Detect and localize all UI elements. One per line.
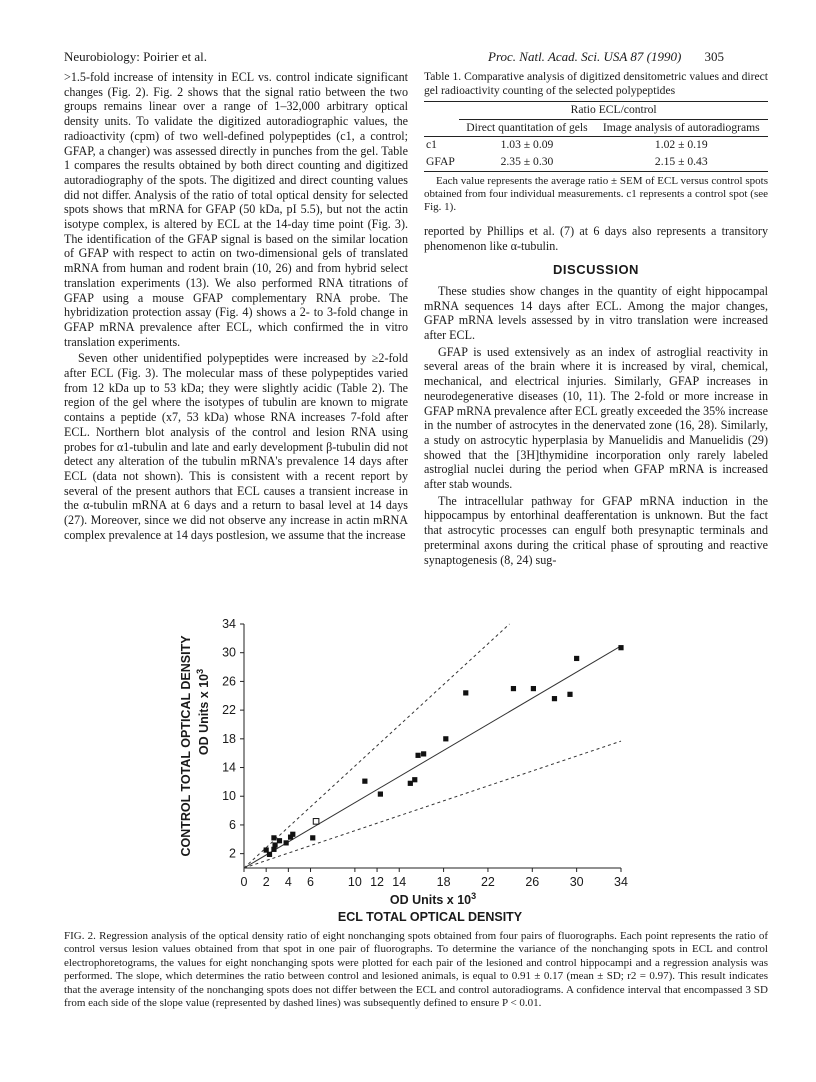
table1-group-header: Ratio ECL/control xyxy=(459,102,768,120)
data-point xyxy=(271,835,276,840)
y-tick-label: 10 xyxy=(222,789,236,804)
table1-footnote: Each value represents the average ratio ± SEM of ECL versus control spots obtained from four individual measurements. c1 represents a control spot (see Fig. 1). xyxy=(424,174,768,213)
running-head-left: Neurobiology: Poirier et al. xyxy=(64,49,207,64)
upper-confidence-line xyxy=(244,624,509,868)
data-point xyxy=(272,842,277,847)
x-tick-label: 6 xyxy=(307,875,315,889)
x-tick-label: 14 xyxy=(392,875,407,889)
data-point xyxy=(267,852,272,857)
data-point xyxy=(362,779,367,784)
results-paragraph-1: >1.5-fold increase of intensity in ECL vs. control indicate significant changes (Fig. 2). Fig. 2 shows that the signal ratio between the two groups remains linear over a range of 1–32,000 arbitrary optical density units. To validate the digitized autoradiographic values, the radioactivity (cpm) of two well-defined polypeptides (c1, a control; GFAP, a changer) was assessed directly in punches from the gel. Table 1 compares the results obtained by both direct counting and digitized autoradiography of the spots. The digitized and direct counting values did not differ. Analysis of the ratio of total optical density for selected spots shows that mRNA for GFAP (50 kDa, pI 5.5), but not the actin isotype complex, is altered by ECL at the 14-day time point (Fig. 3). The identification of the GFAP signal is based on the similar location of GFAP with respect to actin on two-dimensional gels of translated mRNA from human and rodent brain (10, 26) and from hybrid select translation experiments (13). We also performed RNA titrations of GFAP using a mouse GFAP complementary RNA probe. The hybridization protection assay (Fig. 4) shows a 2- to 3-fold change in GFAP mRNA prevalence after ECL, which confirmed the in vitro translation experiments. xyxy=(64,70,408,349)
data-point xyxy=(567,692,572,697)
data-point xyxy=(421,751,426,756)
data-point xyxy=(310,835,315,840)
table1-col-image: Image analysis of autoradiograms xyxy=(595,119,768,137)
table1-caption: Table 1. Comparative analysis of digitized densitometric values and direct gel radioactivity counting of the selected polypeptides xyxy=(424,70,768,97)
data-point xyxy=(408,781,413,786)
table1-row-label: c1 xyxy=(426,138,437,152)
x-tick-label: 30 xyxy=(569,875,584,889)
data-point xyxy=(552,696,557,701)
continuation-paragraph: reported by Phillips et al. (7) at 6 days also represents a transitory phenomenon like α-tubulin. xyxy=(424,223,768,253)
data-point xyxy=(284,840,289,845)
results-paragraph-2: Seven other unidentified polypeptides were increased by ≥2-fold after ECL (Fig. 3). The molecular mass of these polypeptides varied from 12 kDa up to 53 kDa; they were slightly acidic (Table 2). The region of the gel where the isotypes of tubulin are known to migrate contains a peptide (x7, 53 kDa) whose RNA increases 7-fold after ECL. Northern blot analysis of the control and lesion RNA using probes for α1-tubulin and late and early development β-tubulin did not detect any alteration of the tubulin mRNA's prevalence 14 days after ECL (data not shown). This is consistent with a recent report by several of the present authors that ECL causes a transient increase in the α-tubulin mRNA at 6 days and a return to basal level at 14 days (27). Moreover, since we did not observe any increase in actin mRNA complex prevalence at 14 days postlesion, we assume that the increase xyxy=(64,351,408,542)
y-tick-label: 2 xyxy=(229,846,236,861)
y-tick-label: 30 xyxy=(222,645,236,660)
table1-cell: 1.02 ± 0.19 xyxy=(654,138,708,152)
y-tick-label: 34 xyxy=(222,617,236,631)
x-axis-title: ECL TOTAL OPTICAL DENSITY xyxy=(337,910,523,924)
lower-confidence-line xyxy=(244,741,621,868)
y-axis-title: CONTROL TOTAL OPTICAL DENSITY xyxy=(179,635,193,857)
data-point xyxy=(443,736,448,741)
table1-col-direct: Direct quantitation of gels xyxy=(459,119,594,137)
discussion-paragraph-3: The intracellular pathway for GFAP mRNA induction in the hippocampus by entorhinal deafferentation is unknown. But the fact that astrocytic processes can engulf both presynaptic terminals and preterminal axons during the critical phase of sprouting and reactive synaptogenesis (8, 24) sug- xyxy=(424,493,768,567)
y-tick-label: 18 xyxy=(222,731,236,746)
data-point xyxy=(412,777,417,782)
data-point xyxy=(415,753,420,758)
y-tick-label: 14 xyxy=(222,760,236,775)
y-axis-units: OD Units x $10^3$ xyxy=(195,668,211,756)
section-title: DISCUSSION xyxy=(553,262,639,278)
discussion-paragraph-1: These studies show changes in the quantity of eight hippocampal mRNA sequences 14 days after ECL. Among the major changes, GFAP mRNA levels assessed by in vitro translation were increased after ECL. xyxy=(424,283,768,343)
data-point xyxy=(618,645,623,650)
table1-row-label: GFAP xyxy=(424,154,459,171)
x-tick-label: 4 xyxy=(284,875,292,889)
figure-caption: FIG. 2. Regression analysis of the optical density ratio of eight nonchanging spots obtained from four pairs of fluorographs. Each point represents the ratio of control versus lesion values obtained from that spot in one pair of fluorographs. To determine the variance of the nonchanging spots in ECL and control electrophoretograms, the values for eight nonchanging spots were plotted for each pair of the lesioned and control hippocampi and a regression analysis was performed. The slope, which determines the ratio between control and lesioned animals, is equal to 0.91 ± 0.17 (mean ± SD; r2 = 0.97). This result indicates that the average intensity of the nonchanging spots does not differ between the ECL and control autoradiograms. A confidence interval that encompassed 3 SD from each side of the slope value (represented by dashed lines) was subsequently defined to ensure P < 0.01. xyxy=(64,930,768,1010)
data-point xyxy=(277,838,282,843)
data-point xyxy=(290,832,295,837)
x-tick-label: 2 xyxy=(262,875,270,889)
data-point xyxy=(378,791,383,796)
x-tick-label: 26 xyxy=(525,875,540,889)
x-tick-label: 34 xyxy=(614,875,628,889)
table1-cell: 1.03 ± 0.09 xyxy=(500,138,554,152)
y-tick-label: 6 xyxy=(229,817,236,832)
y-tick-label: 26 xyxy=(222,674,236,689)
x-axis-units: OD Units x $10^3$ xyxy=(389,891,477,907)
y-tick-label: 22 xyxy=(222,703,236,718)
x-tick-label: 0 xyxy=(240,875,248,889)
table1-cell: 2.35 ± 0.30 xyxy=(459,154,594,171)
x-tick-label: 10 xyxy=(347,875,362,889)
x-tick-label: 12 xyxy=(370,875,385,889)
data-point xyxy=(463,690,468,695)
data-point xyxy=(574,656,579,661)
data-point-open xyxy=(313,819,319,825)
x-tick-label: 22 xyxy=(480,875,495,889)
regression-line xyxy=(244,646,621,868)
data-point xyxy=(511,686,516,691)
x-tick-label: 18 xyxy=(436,875,451,889)
page-number: 305 xyxy=(704,49,724,64)
data-point xyxy=(531,686,536,691)
discussion-paragraph-2: GFAP is used extensively as an index of astroglial reactivity in several areas of the brain where it is increased by viral, chemical, mechanical, and electrical injuries. Similarly, GFAP increases in neurodegenerative diseases (10, 11). The 2-fold or more increase in GFAP mRNA prevalence after ECL greatly exceeded the 35% increase in the number of astrocytes in the denervated zone (16, 28). Similarly, a study on astrocytic hyperplasia by Manuelidis and Manuelidis (29) showed that the [3H]thymidine incorporation only rarely labeled astroglial nuclei during the period when GFAP mRNA is increased after stab wounds. xyxy=(424,344,768,492)
running-head-journal: Proc. Natl. Acad. Sci. USA 87 (1990) xyxy=(488,49,682,64)
table1-cell: 2.15 ± 0.43 xyxy=(595,154,768,171)
